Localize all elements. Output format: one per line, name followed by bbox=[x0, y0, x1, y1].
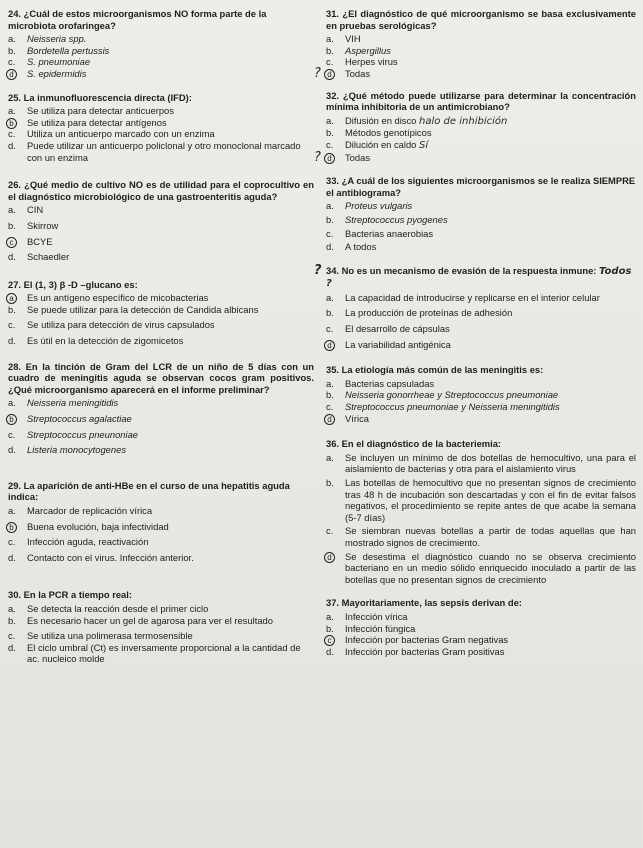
option-c[interactable]: c. Bacterias anaerobias bbox=[326, 227, 434, 239]
option-a[interactable]: a. Neisseria meningitidis bbox=[8, 397, 119, 409]
option-d[interactable]: d S. epidermidis bbox=[8, 68, 314, 80]
option-a[interactable]: a. Infección vírica bbox=[326, 610, 408, 622]
circled-answer: b bbox=[6, 414, 17, 425]
option-a[interactable]: a. Proteus vulgaris bbox=[326, 200, 413, 212]
option-b[interactable]: b Streptococcus agalactiae bbox=[8, 413, 314, 425]
option-b[interactable]: b Se utiliza para detectar antígenos bbox=[8, 117, 314, 129]
question-28 bbox=[8, 361, 314, 456]
option-c[interactable]: c. S. pneumoniae bbox=[8, 56, 91, 68]
option-b[interactable]: b. Bordetella pertussis bbox=[8, 44, 110, 56]
option-b[interactable]: b Buena evolución, baja infectividad bbox=[8, 521, 314, 533]
left-column bbox=[8, 8, 314, 675]
option-d[interactable]: d. Puede utilizar un anticuerpo policlonal y otro monoclonal marcado con un enzima bbox=[8, 139, 301, 163]
question-32 bbox=[314, 89, 636, 165]
option-d[interactable]: ? d Todas bbox=[314, 149, 371, 165]
question-30 bbox=[8, 589, 314, 665]
option-c[interactable]: c. El desarrollo de cápsulas bbox=[326, 323, 450, 335]
question-27 bbox=[8, 279, 314, 347]
question-37 bbox=[326, 597, 636, 657]
option-c[interactable]: c. Herpes virus bbox=[326, 56, 398, 68]
circled-answer: d bbox=[6, 69, 17, 80]
question-title: 37. Mayoritariamente, las sepsis derivan de: bbox=[326, 597, 522, 609]
option-d[interactable]: d Vírica bbox=[326, 413, 636, 425]
circled-answer: c bbox=[324, 635, 335, 646]
option-c[interactable]: c. Streptococcus pneunoniae bbox=[8, 428, 139, 440]
option-b[interactable]: b. Streptococcus pyogenes bbox=[326, 213, 448, 225]
question-title: 30. En la PCR a tiempo real: bbox=[8, 589, 132, 601]
option-b[interactable]: b. Se puede utilizar para la detección de Candida albicans bbox=[8, 303, 259, 315]
option-c[interactable]: c. Dilución en caldo Sí bbox=[326, 138, 429, 151]
option-a[interactable]: a. Neisseria spp. bbox=[8, 33, 87, 45]
question-34 bbox=[314, 262, 636, 351]
question-title: 31. ¿El diagnóstico de qué microorganismo se basa exclusivamente en pruebas serológicas? bbox=[326, 8, 636, 31]
option-a[interactable]: a. Marcador de replicación vírica bbox=[8, 505, 153, 516]
option-b[interactable]: b. Es necesario hacer un gel de agarosa para ver el resultado bbox=[8, 614, 273, 626]
option-d[interactable]: d. Contacto con el virus. Infección anterior. bbox=[8, 551, 194, 563]
option-d[interactable]: d La variabilidad antigénica bbox=[326, 339, 636, 351]
circled-answer: d bbox=[324, 340, 335, 351]
question-35 bbox=[326, 364, 636, 424]
question-title: 25. La inmunofluorescencia directa (IFD): bbox=[8, 91, 192, 103]
question-33 bbox=[326, 175, 636, 253]
question-title: 28. En la tinción de Gram del LCR de un niño de 5 días con un cuadro de meningitis aguda se observan cocos gram positivos. ¿Qué microorganismo aparecerá en el informe preliminar? bbox=[8, 360, 314, 395]
option-d[interactable]: d. Listeria monocytogenes bbox=[8, 444, 127, 456]
circled-answer: b bbox=[6, 522, 17, 533]
circled-answer: d bbox=[324, 552, 335, 563]
option-a[interactable]: a. Se utiliza para detectar anticuerpos bbox=[8, 105, 174, 117]
question-title: 32. ¿Qué método puede utilizarse para determinar la concentración mínima inhibitoria de un antimicrobiano? bbox=[326, 89, 636, 113]
option-d[interactable]: d. A todos bbox=[326, 241, 377, 253]
option-c[interactable]: c Infección por bacterias Gram negativas bbox=[326, 634, 636, 646]
question-title: 29. La aparición de anti-HBe en el curso de una hepatitis aguda indica: bbox=[8, 479, 290, 503]
option-b[interactable]: b. Aspergillus bbox=[326, 44, 391, 56]
option-b[interactable]: b. Neisseria gonorrheae y Streptococcus pneumoniae bbox=[326, 389, 559, 401]
right-column bbox=[314, 8, 636, 667]
circled-answer: c bbox=[6, 237, 17, 248]
question-26 bbox=[8, 179, 314, 263]
question-title: 36. En el diagnóstico de la bacteriemia: bbox=[326, 438, 502, 450]
option-c[interactable]: c. Infección aguda, reactivación bbox=[8, 536, 149, 548]
option-a[interactable]: a. Difusión en disco halo de inhibición bbox=[326, 114, 508, 127]
question-title: 27. El (1, 3) β -D –glucano es: bbox=[8, 278, 138, 290]
circled-answer: a bbox=[6, 293, 17, 304]
handwritten-note: Todos ? bbox=[326, 265, 632, 290]
question-36 bbox=[326, 438, 636, 585]
question-title: 26. ¿Qué medio de cultivo NO es de utilidad para el coprocultivo en el diagnóstico microbiológico de una gastroenteritis aguda? bbox=[8, 179, 314, 202]
handwritten-note: Sí bbox=[419, 139, 429, 151]
option-b[interactable]: b. Métodos genotípicos bbox=[326, 127, 432, 139]
question-29 bbox=[8, 480, 314, 564]
option-c[interactable]: c. Streptococcus pneumoniae y Neisseria meningitidis bbox=[326, 401, 560, 413]
circled-answer: b bbox=[6, 118, 17, 129]
option-a[interactable]: a. Se incluyen un mínimo de dos botellas de hemocultivo, una para el aislamiento de bacterias y otra para el aislamiento virus bbox=[326, 451, 636, 475]
question-31 bbox=[314, 8, 636, 81]
option-d[interactable]: d. El ciclo umbral (Ct) es inversamente proporcional a la cantidad de ac. nucleico molde bbox=[8, 641, 301, 665]
option-a[interactable]: a. Se detecta la reacción desde el primer ciclo bbox=[8, 602, 209, 614]
circled-answer: d bbox=[324, 153, 335, 164]
option-a[interactable]: a. VIH bbox=[326, 33, 361, 45]
option-d[interactable]: d. Es útil en la detección de zigomicetos bbox=[8, 335, 184, 347]
option-d[interactable]: d Se desestima el diagnóstico cuando no se observa crecimiento bacteriano en un medio sólido enriquecido inoculado a partir de las botellas que no presentan signos de crecimiento bbox=[326, 551, 636, 586]
option-a[interactable]: a. La capacidad de introducirse y replicarse en el interior celular bbox=[326, 291, 600, 303]
option-a[interactable]: a Es un antígeno específico de micobacterias bbox=[8, 292, 314, 304]
option-b[interactable]: b. La producción de proteínas de adhesión bbox=[326, 307, 513, 319]
option-c[interactable]: c. Se siembran nuevas botellas a partir de todas aquellas que han mostrado signos de crecimiento. bbox=[326, 525, 636, 548]
question-24 bbox=[8, 8, 314, 80]
circled-answer: d bbox=[324, 414, 335, 425]
question-25 bbox=[8, 92, 314, 164]
option-b[interactable]: b. Las botellas de hemocultivo que no presentan signos de crecimiento tras 48 h de incubación son descartadas y con el fin de evitar falsos negativos, el procedimiento se repite antes de que acabe la semana (5-7 días) bbox=[326, 477, 636, 523]
question-title: 24. ¿Cuál de estos microorganismos NO forma parte de la microbiota orofaringea? bbox=[8, 8, 267, 31]
option-b[interactable]: b. Skirrow bbox=[8, 219, 59, 231]
option-c[interactable]: c. Utiliza un anticuerpo marcado con un enzima bbox=[8, 128, 215, 140]
question-title: 33. ¿A cuál de los siguientes microorganismos se le realiza SIEMPRE el antibiograma? bbox=[326, 175, 636, 198]
option-c[interactable]: c. Se utiliza una polimerasa termosensible bbox=[8, 630, 193, 642]
option-c[interactable]: c. Se utiliza para detección de virus capsulados bbox=[8, 319, 215, 331]
option-d[interactable]: d. Schaedler bbox=[8, 251, 70, 263]
option-d[interactable]: d. Infección por bacterias Gram positivas bbox=[326, 645, 505, 657]
circled-answer: d bbox=[324, 69, 335, 80]
option-c[interactable]: c BCYE bbox=[8, 236, 314, 248]
handwritten-note: halo de inhibición bbox=[419, 115, 508, 127]
option-b[interactable]: b. Infección fúngica bbox=[326, 622, 416, 634]
question-title: ? 34. No es un mecanismo de evasión de la respuesta inmune: Todos ? bbox=[314, 262, 632, 290]
option-d[interactable]: ? d Todas bbox=[314, 65, 371, 81]
option-a[interactable]: a. CIN bbox=[8, 204, 44, 216]
option-a[interactable]: a. Bacterias capsuladas bbox=[326, 377, 435, 389]
question-title: 35. La etiología más común de las meningitis es: bbox=[326, 364, 544, 376]
